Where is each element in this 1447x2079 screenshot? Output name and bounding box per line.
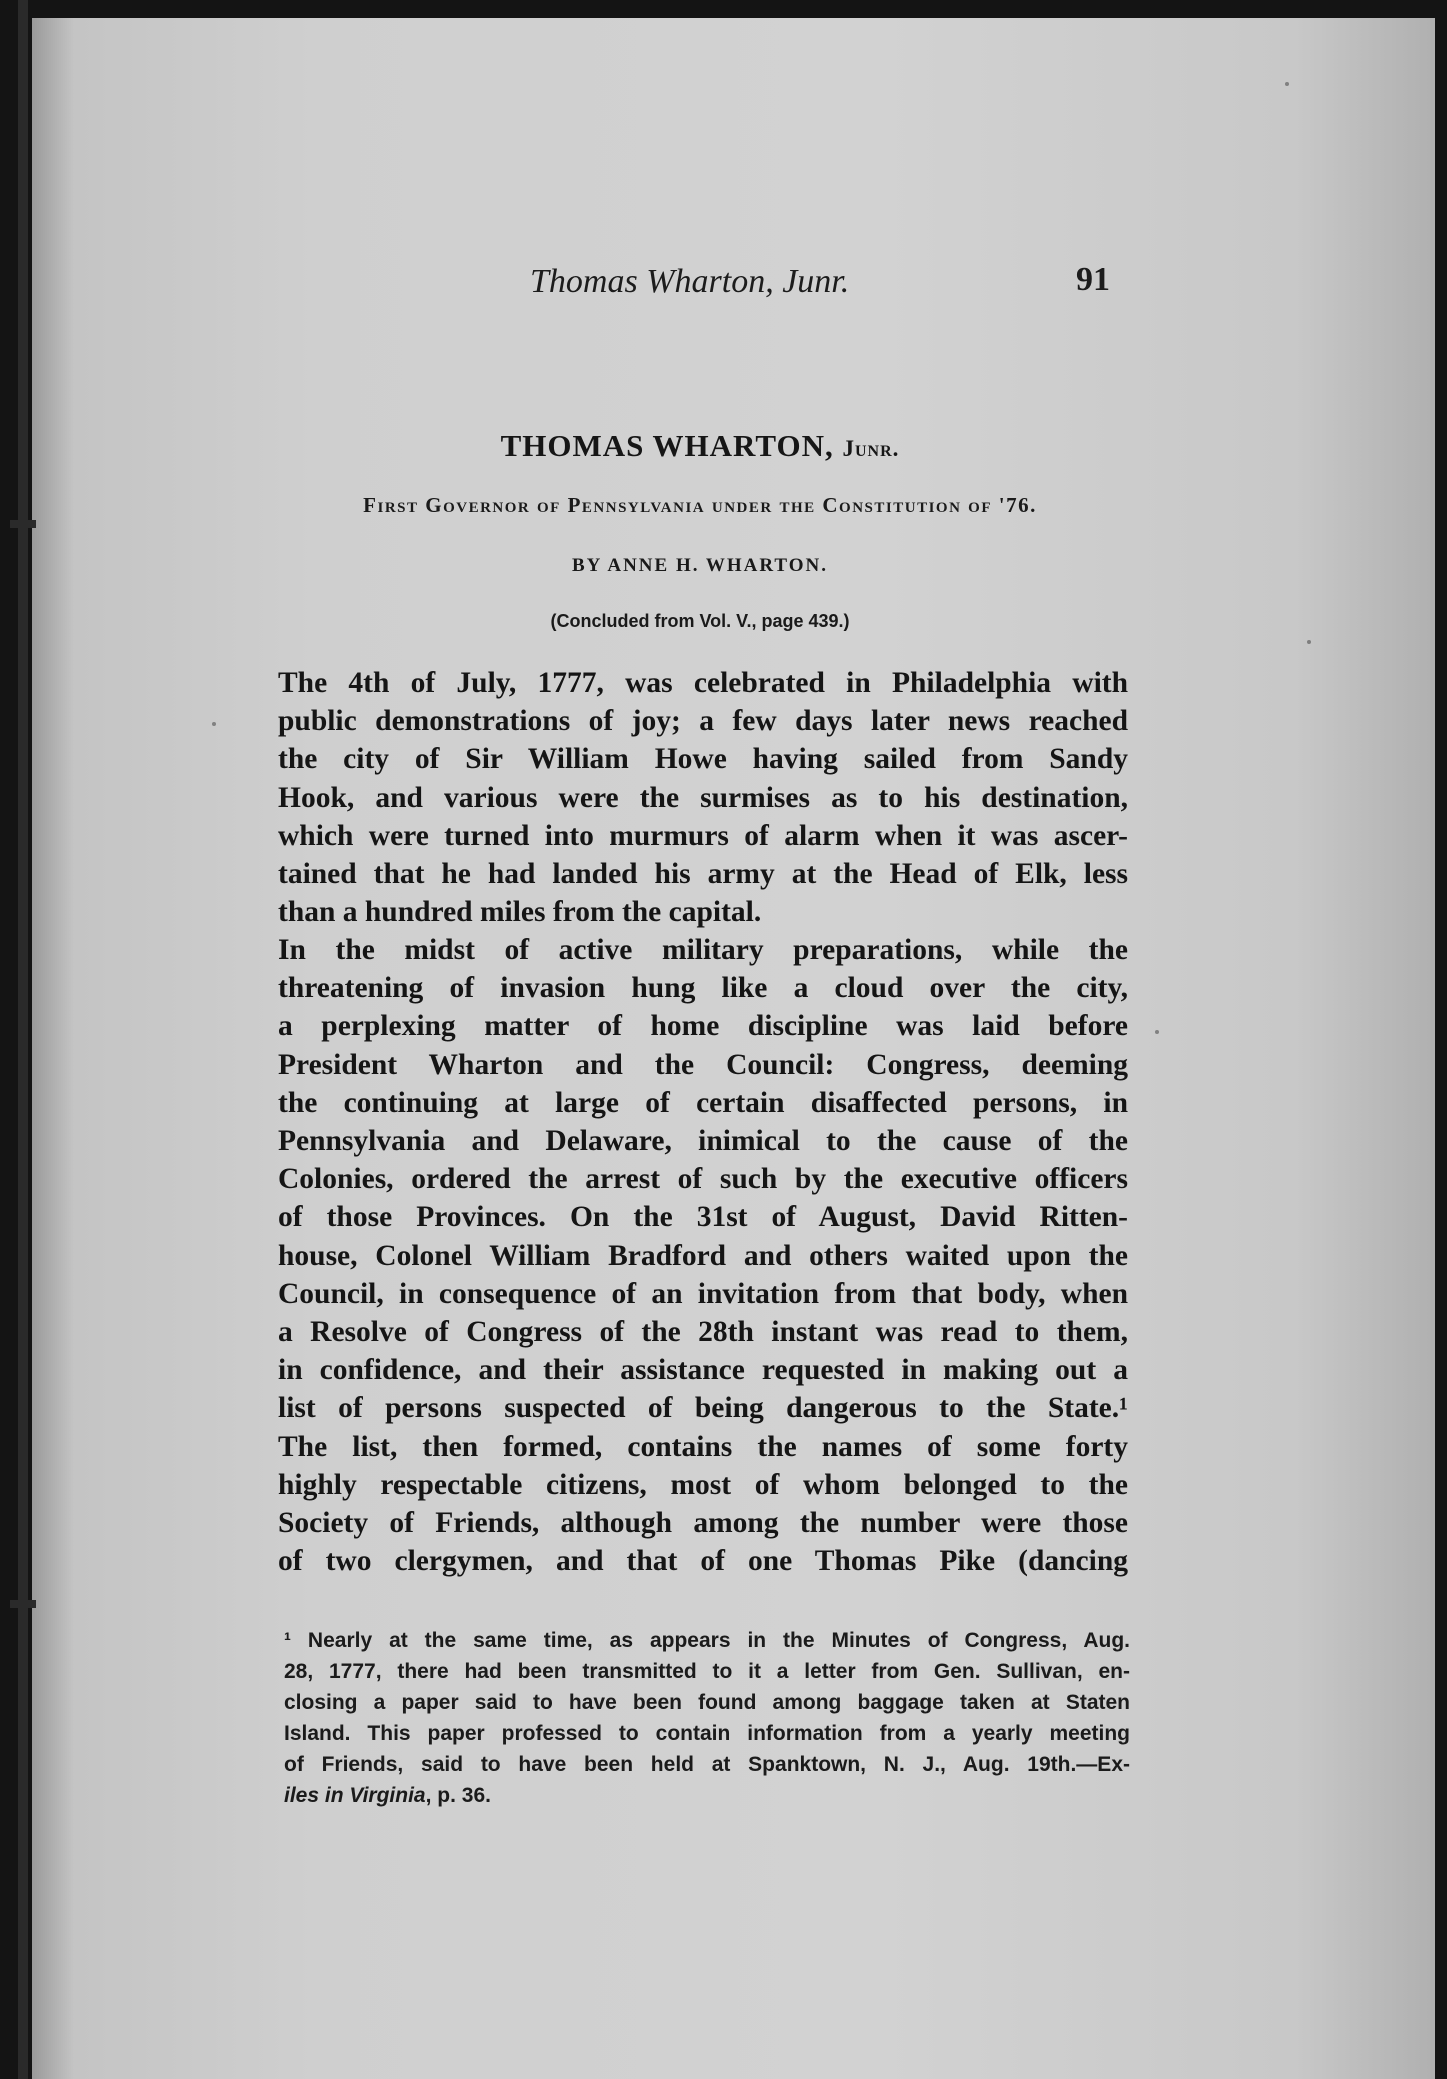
dust-speck [212, 722, 216, 726]
paragraph-1 [278, 664, 1128, 931]
article-subtitle: First Governor of Pennsylvania under the Constitution of '76. [363, 493, 1037, 517]
continuation-note: (Concluded from Vol. V., page 439.) [550, 611, 850, 631]
text-line: Pennsylvania and Delaware, inimical to the cause of the [278, 1125, 1128, 1158]
text-line: a Resolve of Congress of the 28th instant was read to them, [278, 1316, 1128, 1349]
article-title-suffix: Junr. [842, 436, 900, 461]
text-line: highly respectable citizens, most of whom belonged to the [278, 1468, 1128, 1501]
text-line: of those Provinces. On the 31st of August, David Ritten- [278, 1201, 1128, 1234]
footnote-citation-page: , p. 36. [425, 1784, 491, 1807]
text-line: a perplexing matter of home discipline was laid before [278, 1010, 1128, 1043]
binding-edge [18, 0, 28, 2079]
text-line: President Wharton and the Council: Congress, deeming [278, 1048, 1128, 1081]
footnote-line: closing a paper said to have been found among baggage taken at Staten [284, 1691, 1130, 1714]
dust-speck [1307, 640, 1311, 644]
footnote [284, 1625, 1130, 1811]
text-line: The list, then formed, contains the names of some forty [278, 1430, 1128, 1463]
article-byline: BY ANNE H. WHARTON. [571, 555, 829, 576]
page-number: 91 [1076, 261, 1110, 298]
text-line: Hook, and various were the surmises as to his destination, [278, 781, 1128, 814]
article-title-main: THOMAS WHARTON, [500, 428, 834, 463]
text-line: in confidence, and their assistance requested in making out a [278, 1354, 1128, 1387]
footnote-line: of Friends, said to have been held at Spanktown, N. J., Aug. 19th.—Ex- [284, 1753, 1130, 1776]
text-line: which were turned into murmurs of alarm when it was ascer- [278, 819, 1128, 852]
footnote-line: 28, 1777, there had been transmitted to it a letter from Gen. Sullivan, en- [284, 1660, 1130, 1683]
text-line: tained that he had landed his army at the Head of Elk, less [278, 858, 1128, 891]
text-line: Council, in consequence of an invitation from that body, when [278, 1277, 1128, 1310]
binding-tab [10, 1600, 36, 1608]
running-title: Thomas Wharton, Junr. [530, 263, 850, 300]
text-line: house, Colonel William Bradford and others waited upon the [278, 1239, 1128, 1272]
text-line: The 4th of July, 1777, was celebrated in Philadelphia with [278, 667, 1128, 699]
footnote-citation: iles in Virginia [284, 1784, 426, 1807]
text-line: the continuing at large of certain disaffected persons, in [278, 1086, 1128, 1119]
dust-speck [1285, 82, 1289, 86]
text-line: the city of Sir William Howe having sailed from Sandy [278, 743, 1128, 776]
paragraph-2 [278, 931, 1128, 1580]
footnote-line: Island. This paper professed to contain information from a yearly meeting [284, 1722, 1130, 1745]
text-line: Society of Friends, although among the number were those [278, 1507, 1128, 1540]
binding-tab [10, 520, 36, 528]
text-line: In the midst of active military preparations, while the [278, 934, 1128, 966]
text-line: Colonies, ordered the arrest of such by the executive officers [278, 1163, 1128, 1196]
article-title [280, 428, 1120, 464]
running-header [280, 255, 1120, 305]
footnote-line: ¹ Nearly at the same time, as appears in the Minutes of Congress, Aug. [284, 1629, 1130, 1652]
dust-speck [1155, 1030, 1159, 1034]
text-line: than a hundred miles from the capital. [278, 896, 762, 929]
text-line: list of persons suspected of being dangerous to the State.¹ [278, 1392, 1128, 1425]
footnote-line [284, 1780, 1130, 1811]
text-line: of two clergymen, and that of one Thomas Pike (dancing [278, 1545, 1128, 1578]
text-line: public demonstrations of joy; a few days later news reached [278, 705, 1128, 738]
text-line: threatening of invasion hung like a cloud over the city, [278, 972, 1128, 1005]
